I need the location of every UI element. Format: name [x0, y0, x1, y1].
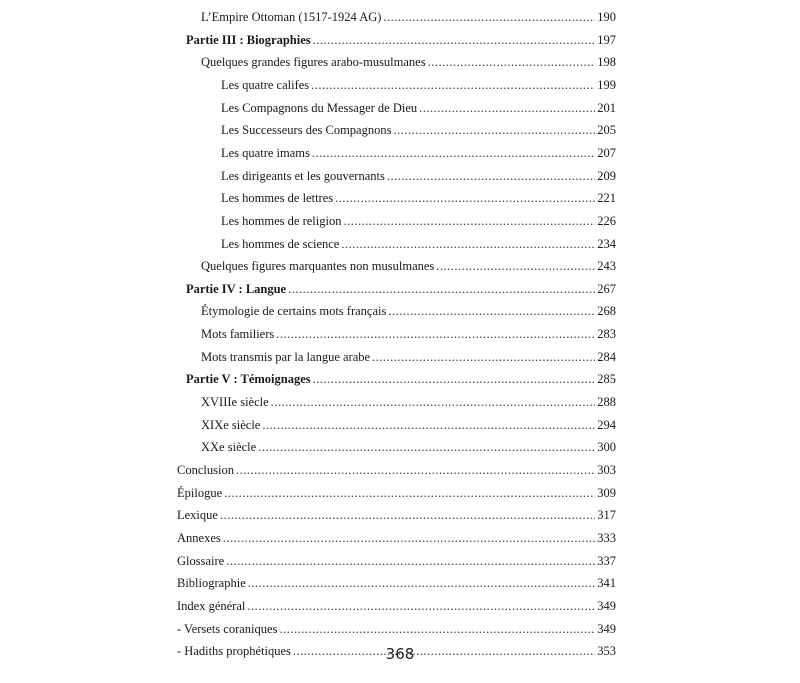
- toc-entry-title: Les Successeurs des Compagnons: [221, 123, 392, 138]
- toc-entry-page: 317: [597, 508, 616, 523]
- toc-entry-title: Les quatre califes: [221, 77, 310, 92]
- toc-entry-title: Quelques figures marquantes non musulmanes: [201, 259, 435, 274]
- dot-leader: [393, 119, 595, 141]
- dot-leader: [343, 210, 595, 232]
- dot-leader: [271, 391, 596, 413]
- dot-leader: [288, 278, 595, 300]
- dot-leader: [428, 51, 596, 73]
- dot-leader: [341, 233, 595, 255]
- dot-leader: [248, 572, 596, 594]
- toc-entry: [177, 550, 616, 572]
- toc-entry-title: Les hommes de science: [221, 236, 340, 251]
- dot-leader: [313, 29, 596, 51]
- toc-entry: [221, 97, 616, 119]
- toc-entry-title: Les hommes de lettres: [221, 191, 334, 206]
- dot-leader: [388, 300, 595, 322]
- toc-entry: [201, 300, 616, 322]
- dot-leader: [279, 618, 595, 640]
- toc-entry-page: 333: [597, 530, 616, 545]
- toc-entry-page: 349: [597, 598, 616, 613]
- toc-entry-title: Étymologie de certains mots français: [201, 304, 387, 319]
- dot-leader: [383, 6, 595, 28]
- toc-entry-page: 284: [597, 349, 616, 364]
- dot-leader: [311, 74, 595, 96]
- dot-leader: [262, 414, 595, 436]
- toc-entry-page: 294: [597, 417, 616, 432]
- toc-entry: [177, 527, 616, 549]
- toc-entry-title: Les quatre imams: [221, 145, 310, 160]
- toc-entry-page: 226: [597, 213, 616, 228]
- dot-leader: [312, 142, 595, 164]
- toc-entry: [201, 436, 616, 458]
- toc-entry: [186, 368, 616, 390]
- dot-leader: [220, 504, 595, 526]
- toc-entry-title: Partie III : Biographies: [186, 32, 311, 47]
- toc-entry-page: 267: [597, 281, 616, 296]
- toc-entry: [201, 51, 616, 73]
- toc-entry: [201, 346, 616, 368]
- toc-entry-title: Les hommes de religion: [221, 213, 342, 228]
- dot-leader: [224, 482, 595, 504]
- toc-entry-page: 197: [597, 32, 616, 47]
- toc-entry-title: XXe siècle: [201, 440, 257, 455]
- toc-entry-page: 353: [597, 644, 616, 659]
- dot-leader: [258, 436, 595, 458]
- toc-entry: [177, 595, 616, 617]
- toc-entry-page: 309: [597, 485, 616, 500]
- toc-entry-title: - Versets coraniques: [177, 621, 278, 636]
- toc-entry-title: Épilogue: [177, 485, 223, 500]
- toc-entry-page: 288: [597, 395, 616, 410]
- toc-entry-page: 303: [597, 463, 616, 477]
- toc-entry-title: Mots transmis par la langue arabe: [201, 349, 371, 364]
- toc-entry: [221, 210, 616, 232]
- toc-entry: [221, 142, 616, 164]
- toc-entry: [177, 459, 616, 481]
- toc-entry-page: 221: [597, 191, 616, 206]
- dot-leader: [419, 97, 595, 119]
- dot-leader: [223, 527, 596, 549]
- toc-entry-title: Les dirigeants et les gouvernants: [221, 168, 385, 183]
- toc-entry: [186, 29, 616, 51]
- toc-entry-title: Conclusion: [177, 463, 234, 477]
- toc-entry-page: 234: [597, 236, 616, 251]
- toc-entry-page: 283: [597, 327, 616, 342]
- dot-leader: [276, 323, 595, 345]
- toc-entry-title: Partie IV : Langue: [186, 281, 287, 296]
- toc-entry-title: Lexique: [177, 508, 218, 523]
- toc-entry: [221, 165, 616, 187]
- toc-entry: [221, 187, 616, 209]
- toc-entry-title: XVIIIe siècle: [201, 395, 269, 410]
- toc-entry-title: L’Empire Ottoman (1517-1924 AG): [201, 10, 382, 24]
- toc-entry-page: 349: [597, 621, 616, 636]
- toc-entry-title: Les Compagnons du Messager de Dieu: [221, 100, 418, 115]
- dot-leader: [372, 346, 595, 368]
- dot-leader: [313, 368, 596, 390]
- toc-entry: [201, 255, 616, 277]
- toc-entry-page: 201: [597, 100, 616, 115]
- toc-entry: [221, 233, 616, 255]
- toc-entry-title: Bibliographie: [177, 576, 246, 591]
- toc-entry: [177, 618, 616, 640]
- toc-entry-page: 205: [597, 123, 616, 138]
- dot-leader: [236, 459, 595, 481]
- dot-leader: [247, 595, 595, 617]
- toc-entry: [201, 6, 616, 28]
- toc-entry-title: Quelques grandes figures arabo-musulmanes: [201, 55, 426, 70]
- toc-entry: [177, 482, 616, 504]
- toc-entry-title: XIXe siècle: [201, 417, 261, 432]
- toc-entry-title: - Hadiths prophétiques: [177, 644, 291, 659]
- toc-entry-title: Mots familiers: [201, 327, 275, 342]
- toc-entry-page: 190: [597, 10, 616, 24]
- toc-entry-title: Annexes: [177, 530, 221, 545]
- toc-entry-page: 285: [597, 372, 616, 387]
- toc-entry: [186, 278, 616, 300]
- toc-entry-page: 341: [597, 576, 616, 591]
- toc-entry-page: 268: [597, 304, 616, 319]
- dot-leader: [335, 187, 595, 209]
- toc-entry: [177, 572, 616, 594]
- page-number: 368: [385, 645, 415, 663]
- toc-entry: [221, 74, 616, 96]
- toc-entry: [221, 119, 616, 141]
- toc-entry-page: 337: [597, 553, 616, 568]
- toc-entry-page: 243: [597, 259, 616, 274]
- toc-entry-title: Index général: [177, 598, 246, 613]
- toc-entry-page: 209: [597, 168, 616, 183]
- toc-entry-title: Partie V : Témoignages: [186, 372, 311, 387]
- dot-leader: [436, 255, 595, 277]
- dot-leader: [226, 550, 595, 572]
- toc-entry-page: 300: [597, 440, 616, 455]
- toc-entry-page: 199: [597, 77, 616, 92]
- toc-entry-page: 207: [597, 145, 616, 160]
- toc-entry: [177, 504, 616, 526]
- toc-entry: [201, 323, 616, 345]
- toc-entry: [201, 414, 616, 436]
- toc-entry-title: Glossaire: [177, 553, 225, 568]
- dot-leader: [387, 165, 595, 187]
- toc-entry-page: 198: [597, 55, 616, 70]
- toc-entry: [201, 391, 616, 413]
